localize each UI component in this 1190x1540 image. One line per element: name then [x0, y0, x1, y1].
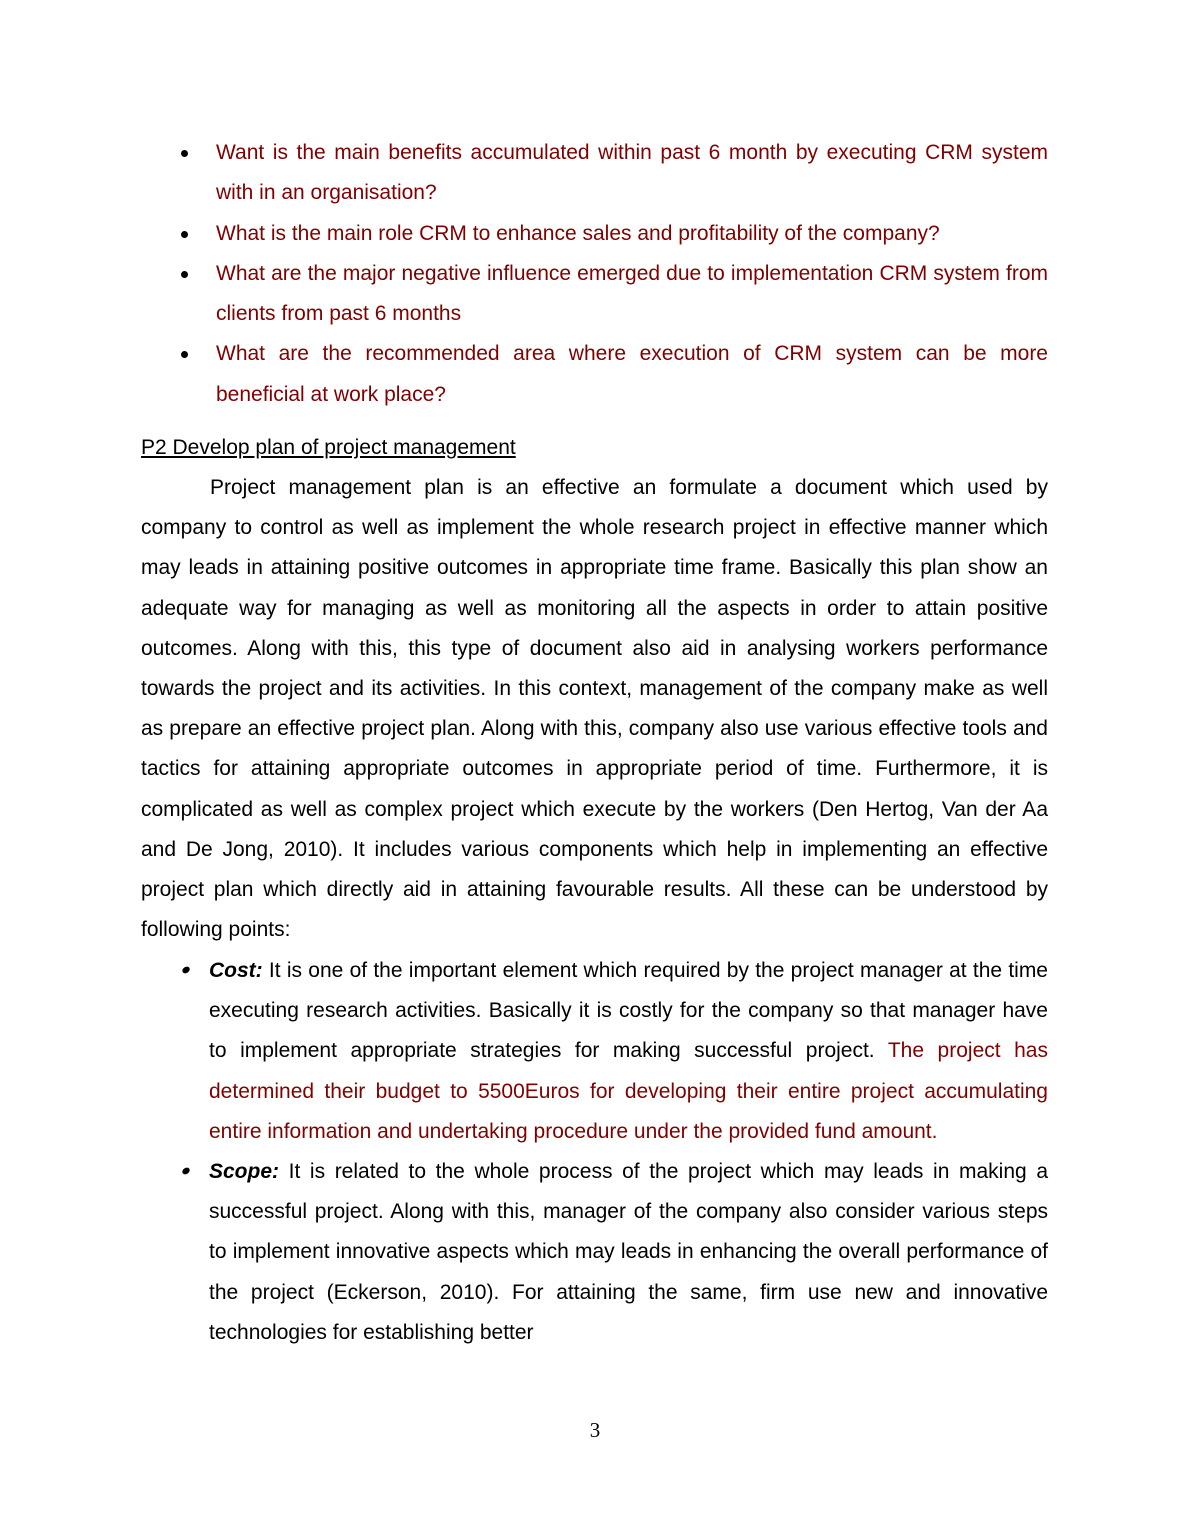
list-item [141, 1152, 1048, 1353]
list-item [141, 254, 1048, 335]
bullet-icon [181, 231, 188, 238]
component-term: Scope: [209, 1160, 280, 1184]
page-number: 3 [589, 1418, 601, 1442]
question-text: What is the main role CRM to enhance sales and profitability of the company? [216, 221, 940, 245]
component-highlight: The project has determined their budget to 5500Euros for developing their entire project accumulating entire information and undertaking procedure under the provided fund amount. [209, 1039, 1048, 1143]
bullet-icon [181, 351, 188, 358]
list-item [141, 951, 1048, 1152]
intro-paragraph: Project management plan is an effective an formulate a document which used by company to control as well as implement the whole research project in effective manner which may leads in attaining positive outcomes in appropriate time frame. Basically this plan show an adequate way for managing as well as monitoring all the aspects in order to attain positive outcomes. Along with this, this type of document also aid in analysing workers performance towards the project and its activities. In this context, management of the company make as well as prepare an effective project plan. Along with this, company also use various effective tools and tactics for attaining appropriate outcomes in appropriate period of time. Furthermore, it is complicated as well as complex project which execute by the workers (Den Hertog, Van der Aa and De Jong, 2010). It includes various components which help in implementing an effective project plan which directly aid in attaining favourable results. All these can be understood by following points: [141, 476, 1048, 942]
component-description: It is related to the whole process of the project which may leads in making a successful project. Along with this, manager of the company also consider various steps to implement innovative aspects which may leads in enhancing the overall performance of the project (Eckerson, 2010). For attaining the same, firm use new and innovative technologies for establishing better [209, 1160, 1048, 1344]
component-term: Cost: [209, 959, 263, 982]
list-item [141, 334, 1048, 415]
research-questions-list [141, 133, 1048, 415]
bullet-icon [181, 1166, 191, 1176]
question-text: Want is the main benefits accumulated within past 6 month by executing CRM system with in an organisation? [216, 141, 1048, 205]
bullet-icon [181, 965, 191, 975]
bullet-icon [181, 150, 188, 157]
components-list [141, 951, 1048, 1353]
list-item [141, 214, 1048, 254]
question-text: What are the major negative influence emerged due to implementation CRM system from clients from past 6 months [216, 261, 1048, 326]
bullet-icon [181, 271, 188, 278]
section-heading: P2 Develop plan of project management [141, 436, 516, 459]
component-description: It is one of the important element which required by the project manager at the time executing research activities. Basically it is costly for the company so that manager have to implement appropriate strategies for making successful project. [209, 959, 1048, 1063]
list-item [141, 133, 1048, 214]
question-text: What are the recommended area where execution of CRM system can be more beneficial at work place? [216, 342, 1048, 406]
